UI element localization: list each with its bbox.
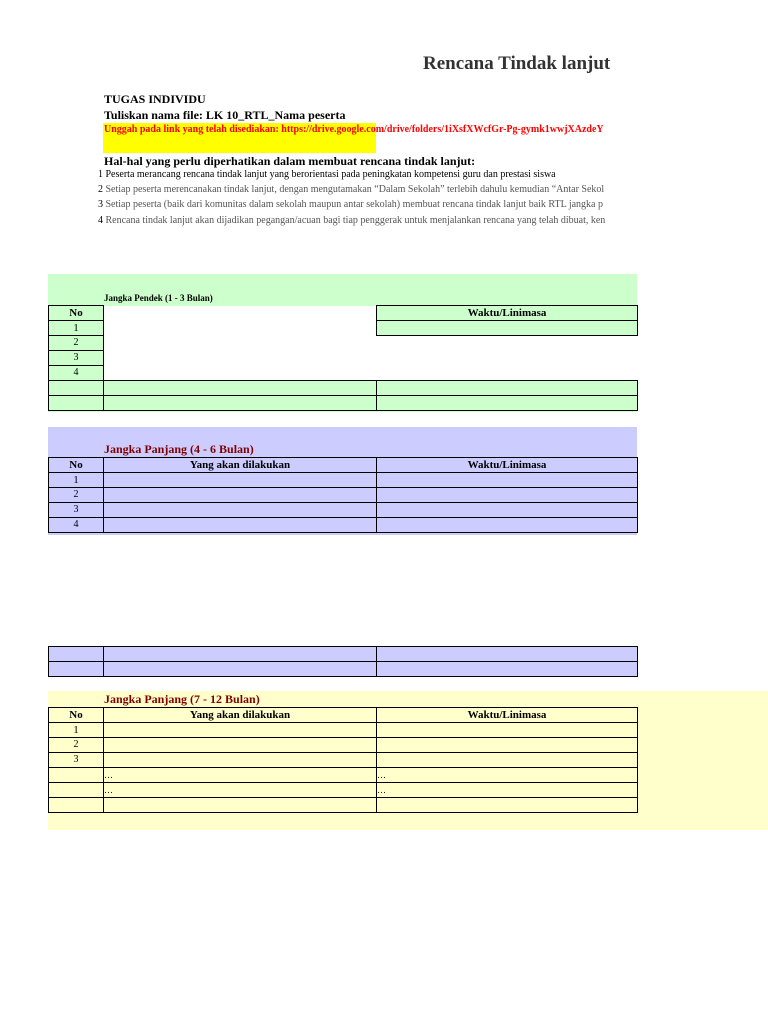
activity-cell[interactable] — [104, 473, 377, 488]
time-cell[interactable] — [377, 753, 638, 768]
table-row — [49, 723, 638, 738]
activity-cell[interactable] — [104, 381, 377, 396]
time-cell[interactable]: … — [377, 783, 638, 798]
mid-term-extra-rows — [48, 646, 638, 677]
row-number: 3 — [49, 503, 104, 518]
table-row — [49, 503, 638, 518]
time-cell[interactable] — [377, 723, 638, 738]
table-header-row — [49, 708, 638, 723]
assignment-type: TUGAS INDIVIDU — [104, 92, 206, 106]
time-cell[interactable] — [377, 321, 638, 336]
upload-link[interactable]: Unggah pada link yang telah disediakan: https://drive.google.com/drive/folders/1iXsfXWcfGr-Pg-gymk1wwjXAzdeY — [104, 124, 604, 135]
table-row — [49, 647, 638, 662]
time-cell[interactable] — [377, 503, 638, 518]
mid-term-title: Jangka Panjang (4 - 6 Bulan) — [104, 442, 254, 456]
table-row — [49, 753, 638, 768]
col-activity-header: Yang akan dilakukan — [104, 458, 377, 473]
table-row — [49, 738, 638, 753]
col-no-header: No — [49, 458, 104, 473]
activity-cell[interactable] — [104, 738, 377, 753]
row-number: 1 — [49, 473, 104, 488]
row-number — [49, 647, 104, 662]
row-number — [49, 381, 104, 396]
long-term-table — [48, 707, 638, 813]
table-row — [49, 366, 638, 381]
row-number — [49, 783, 104, 798]
time-cell[interactable] — [377, 336, 638, 351]
guideline-item: 1 Peserta merancang rencana tindak lanjut yang berorientasi pada peningkatan kompetensi guru dan prestasi siswa — [98, 169, 556, 180]
time-cell[interactable] — [377, 798, 638, 813]
guideline-item: 2 Setiap peserta merencanakan tindak lanjut, dengan mengutamakan “Dalam Sekolah” terlebih dahulu kemudian “Antar Sekol — [98, 184, 605, 195]
col-activity-header: Yang akan dilakukan — [104, 708, 377, 723]
table-row — [49, 321, 638, 336]
time-cell[interactable] — [377, 396, 638, 411]
row-number: 2 — [49, 738, 104, 753]
activity-cell[interactable] — [104, 753, 377, 768]
time-cell[interactable] — [377, 488, 638, 503]
page-title: Rencana Tindak lanjut — [423, 53, 611, 74]
activity-cell[interactable] — [104, 723, 377, 738]
row-number — [49, 662, 104, 677]
activity-cell[interactable] — [104, 488, 377, 503]
table-row — [49, 662, 638, 677]
short-term-title: Jangka Pendek (1 - 3 Bulan) — [104, 293, 213, 303]
time-cell[interactable] — [377, 518, 638, 533]
table-row — [49, 396, 638, 411]
table-row — [49, 768, 638, 783]
row-number: 4 — [49, 366, 104, 381]
time-cell[interactable] — [377, 351, 638, 366]
activity-cell[interactable] — [104, 518, 377, 533]
activity-cell[interactable] — [104, 366, 377, 381]
row-number: 3 — [49, 753, 104, 768]
table-row — [49, 783, 638, 798]
row-number: 1 — [49, 723, 104, 738]
row-number: 2 — [49, 488, 104, 503]
table-header-row — [49, 306, 638, 321]
row-number — [49, 396, 104, 411]
table-row — [49, 336, 638, 351]
table-row — [49, 381, 638, 396]
col-activity-header — [104, 306, 377, 321]
activity-cell[interactable] — [104, 662, 377, 677]
activity-cell[interactable] — [104, 503, 377, 518]
table-row — [49, 473, 638, 488]
col-time-header: Waktu/Linimasa — [377, 708, 638, 723]
row-number: 3 — [49, 351, 104, 366]
table-header-row — [49, 458, 638, 473]
activity-cell[interactable] — [104, 351, 377, 366]
table-row — [49, 351, 638, 366]
row-number: 4 — [49, 518, 104, 533]
long-term-title: Jangka Panjang (7 - 12 Bulan) — [104, 692, 260, 706]
col-no-header: No — [49, 306, 104, 321]
col-time-header: Waktu/Linimasa — [377, 458, 638, 473]
table-row — [49, 518, 638, 533]
time-cell[interactable] — [377, 738, 638, 753]
col-time-header: Waktu/Linimasa — [377, 306, 638, 321]
time-cell[interactable] — [377, 381, 638, 396]
row-number: 2 — [49, 336, 104, 351]
time-cell[interactable] — [377, 473, 638, 488]
col-no-header: No — [49, 708, 104, 723]
short-term-table — [48, 305, 638, 411]
time-cell[interactable] — [377, 662, 638, 677]
table-row — [49, 488, 638, 503]
table-row — [49, 798, 638, 813]
guideline-item: 3 Setiap peserta (baik dari komunitas dalam sekolah maupun antar sekolah) membuat rencana tindak lanjut baik RTL jangka p — [98, 199, 603, 210]
guidelines-heading: Hal-hal yang perlu diperhatikan dalam membuat rencana tindak lanjut: — [104, 154, 476, 168]
time-cell[interactable]: … — [377, 768, 638, 783]
row-number — [49, 798, 104, 813]
activity-cell[interactable] — [104, 647, 377, 662]
activity-cell[interactable]: … — [104, 768, 377, 783]
time-cell[interactable] — [377, 366, 638, 381]
file-name-instruction: Tuliskan nama file: LK 10_RTL_Nama peserta — [104, 108, 346, 122]
row-number — [49, 768, 104, 783]
activity-cell[interactable] — [104, 798, 377, 813]
row-number: 1 — [49, 321, 104, 336]
guideline-item: 4 Rencana tindak lanjut akan dijadikan pegangan/acuan bagi tiap penggerak untuk menjalankan rencana yang telah dibuat, ken — [98, 215, 606, 226]
activity-cell[interactable] — [104, 396, 377, 411]
mid-term-table — [48, 457, 638, 533]
activity-cell[interactable] — [104, 336, 377, 351]
time-cell[interactable] — [377, 647, 638, 662]
activity-cell[interactable] — [104, 321, 377, 336]
activity-cell[interactable]: … — [104, 783, 377, 798]
